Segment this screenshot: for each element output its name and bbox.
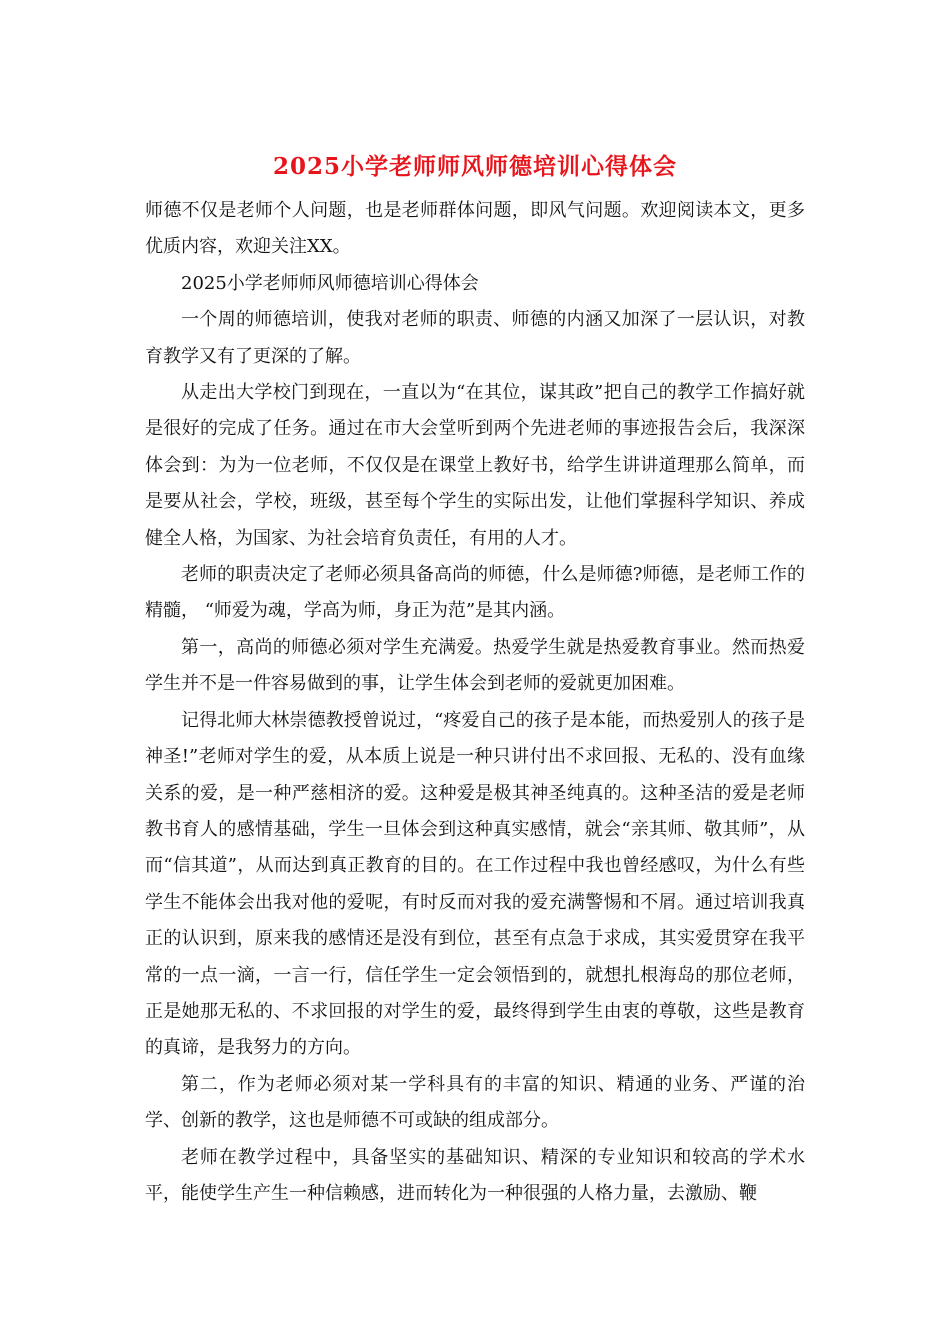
paragraph: 师德不仅是老师个人问题，也是老师群体问题，即风气问题。欢迎阅读本文，更多优质内容，欢迎关注XX。 <box>145 200 805 258</box>
document-body <box>145 193 805 1212</box>
paragraph: 第一，高尚的师德必须对学生充满爱。热爱学生就是热爱教育事业。然而热爱学生并不是一件容易做到的事，让学生体会到老师的爱就更加困难。 <box>145 636 805 695</box>
paragraph: 从走出大学校门到现在，一直以为“在其位，谋其政”把自己的教学工作搞好就是很好的完成了任务。通过在市大会堂听到两个先进老师的事迹报告会后，我深深体会到：为为一位老师，不仅仅是在课堂上教好书，给学生讲讲道理那么简单，而是要从社会，学校，班级，甚至每个学生的实际出发，让他们掌握科学知识、养成健全人格，为国家、为社会培育负责任，有用的人才。 <box>145 382 805 549</box>
paragraph: 第二，作为老师必须对某一学科具有的丰富的知识、精通的业务、严谨的治学、创新的教学，这也是师德不可或缺的组成部分。 <box>145 1073 805 1132</box>
paragraph: 一个周的师德培训，使我对老师的职责、师德的内涵又加深了一层认识，对教育教学又有了更深的了解。 <box>145 309 805 367</box>
document-title: 2025小学老师师风师德培训心得体会 <box>272 153 677 180</box>
paragraph: 2025小学老师师风师德培训心得体会 <box>181 272 479 294</box>
paragraph: 老师的职责决定了老师必须具备高尚的师德，什么是师德?师德，是老师工作的精髓， “师爱为魂，学高为师，身正为范”是其内涵。 <box>145 564 805 622</box>
paragraph: 老师在教学过程中，具备坚实的基础知识、精深的专业知识和较高的学术水平，能使学生产生一种信赖感，进而转化为一种很强的人格力量，去激励、鞭 <box>145 1146 805 1204</box>
paragraph: 记得北师大林崇德教授曾说过，“疼爱自己的孩子是本能，而热爱别人的孩子是神圣!”老师对学生的爱，从本质上说是一种只讲付出不求回报、无私的、没有血缘关系的爱，是一种严慈相济的爱。这种爱是极其神圣纯真的。这种圣洁的爱是老师教书育人的感情基础，学生一旦体会到这种真实感情，就会“亲其师、敬其师”，从而“信其道”，从而达到真正教育的目的。在工作过程中我也曾经感叹，为什么有些学生不能体会出我对他的爱呢，有时反而对我的爱充满警惕和不屑。通过培训我真正的认识到，原来我的感情还是没有到位，甚至有点急于求成，其实爱贯穿在我平常的一点一滴，一言一行，信任学生一定会领悟到的，就想扎根海岛的那位老师，正是她那无私的、不求回报的对学生的爱，最终得到学生由衷的尊敬，这些是教育的真谛，是我努力的方向。 <box>145 709 805 1059</box>
